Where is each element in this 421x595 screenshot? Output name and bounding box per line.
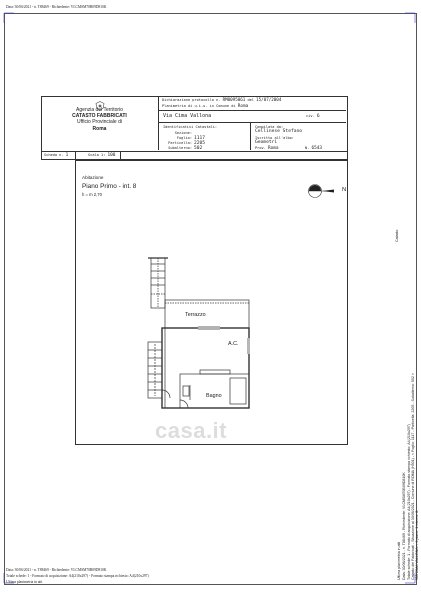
column-separator	[250, 122, 251, 150]
civ-row	[306, 114, 320, 119]
subalterno-value: 502	[194, 145, 203, 151]
agency-line-1: Agenzia del Territorio	[76, 107, 123, 113]
prov-value: Roma	[268, 146, 279, 151]
room-label-terrace: Terrazzo	[185, 312, 206, 318]
civ-value: 6	[316, 114, 320, 119]
north-arrow-icon	[307, 180, 337, 202]
scheda-label: Scheda n.	[44, 153, 64, 157]
planimetria-label: Planimetria di u.i.u. in Comune di	[162, 104, 236, 108]
identificativi-label: Identificativi Catastali:	[163, 125, 218, 129]
room-label-bath: Bagno	[206, 393, 222, 399]
iscritto-value: Geometri	[255, 140, 278, 145]
particella-label: Particella:	[168, 141, 192, 145]
del-label: del	[247, 98, 254, 102]
north-label: N	[342, 187, 347, 193]
civ-label: civ.	[306, 114, 315, 118]
row-separator	[158, 110, 346, 111]
via-value: Via Cima Vallona	[163, 113, 212, 119]
height-label: h = m 2,70	[82, 192, 102, 197]
agency-line-2: CATASTO FABBRICATI	[72, 113, 127, 120]
room-label-ac: A.C.	[228, 341, 239, 347]
scheda-cell	[44, 153, 68, 158]
use-label: Abitazione	[82, 175, 104, 180]
floor-plan	[140, 250, 250, 420]
compilata-label: Compilata da:	[255, 125, 284, 129]
footer-line-1: Data: 30/06/2021 - n. T88469 - Richiedente: VLCMSM70B09D810K	[6, 568, 107, 572]
side-text-2: Data: 30/06/2021 - n. T88469 - Richiedente: VLCMSM70B09D810K	[402, 472, 406, 580]
agency-block	[41, 107, 158, 132]
column-separator	[120, 151, 121, 159]
dichiarazione-value: RM0095061	[222, 97, 246, 102]
n-value: 6543	[311, 146, 323, 151]
agency-line-3: Ufficio Provinciale di	[77, 119, 122, 126]
side-text-3: Totale schede: 1 - Formato di acquisizione: A4(210x297) - Formato stampa richiesto: A4(210x297)	[407, 424, 411, 580]
n-label: N.	[305, 146, 310, 150]
scala-cell	[88, 153, 115, 158]
watermark-text: casa.it	[155, 418, 227, 443]
scala-label: Scala 1:	[88, 153, 106, 157]
right-side-mark: Catasto	[395, 229, 399, 242]
side-text-5: VIA CIMA VALLONA n. 6 piano: 1 interno: 8;	[415, 509, 419, 580]
side-text-1: Ultima planimetria in atti	[397, 541, 401, 580]
scala-value: 100	[107, 153, 116, 158]
comune-value: Roma	[237, 104, 249, 109]
dichiarazione-row	[162, 98, 281, 102]
foglio-value: 1117	[194, 135, 206, 141]
prov-label: Prov.	[255, 146, 266, 150]
planimetria-row	[162, 104, 248, 109]
row-separator	[158, 122, 346, 123]
del-value: 15/07/2004	[256, 97, 282, 102]
dichiarazione-label: Dichiarazione protocollo n.	[162, 98, 221, 102]
agency-line-4: Roma	[92, 125, 107, 132]
footer-line-2: Totale schede: 1 - Formato di acquisizione: A4(210x297) - Formato stampa richiesto: A4(210x297)	[6, 574, 149, 578]
compilata-value: Cellinese Stefano	[255, 129, 303, 134]
footer-line-3: Ultima planimetria in atti	[6, 580, 43, 584]
watermark-logo	[155, 418, 227, 444]
top-header-line: Data: 30/06/2021 - n. T88469 - Richiedente: VLCMSM70B09D810K	[6, 5, 107, 9]
foglio-label: Foglio:	[176, 136, 192, 140]
side-text-4: Catasto dei Fabbricati - Situazione al 30/06/2021 - Comune di ROMA (H501) - < Foglio: 1117 - Particella: 2205 - Subalterno: 502 >	[411, 372, 415, 580]
scheda-value: 1	[65, 153, 69, 158]
column-separator	[75, 151, 76, 159]
sezione-label: Sezione:	[174, 131, 192, 135]
iscritto-label: Iscritto all'albo:	[255, 136, 294, 140]
particella-value: 2205	[194, 140, 206, 146]
subalterno-label: Subalterno:	[168, 146, 192, 150]
floor-label: Piano Primo - int. 8	[82, 183, 137, 190]
